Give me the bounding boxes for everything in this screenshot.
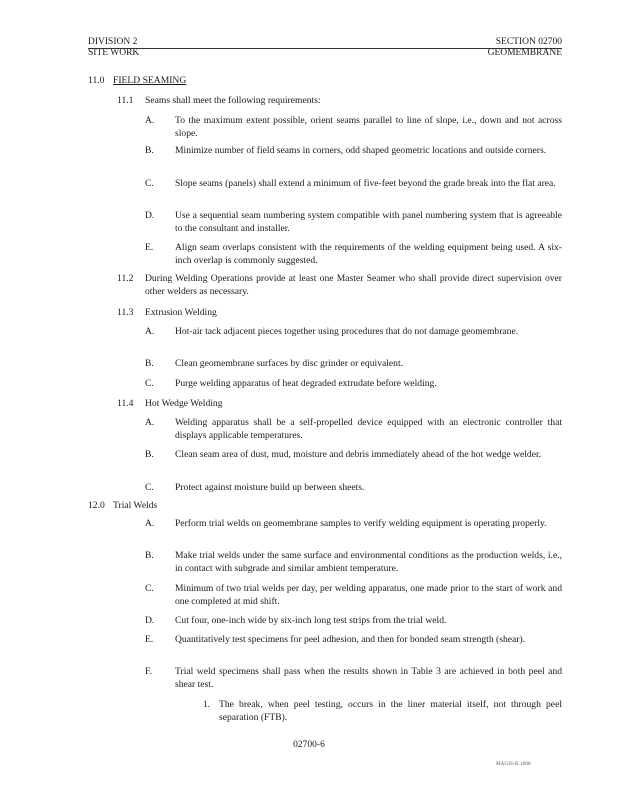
paragraph-number: 11.3 [117,307,134,318]
item-letter: C. [145,482,154,493]
item-text: Protect against moisture build up between sheets. [175,482,365,493]
item-text: Align seam overlaps consistent with the requirements of the welding equipment being used. A six-inch overlap is commonly suggested. [175,242,562,266]
division-title: SITE WORK [88,48,140,58]
item-letter: C. [145,178,154,189]
division-label: DIVISION 2 [88,37,138,47]
item-letter: D. [145,615,155,626]
item-text: Trial weld specimens shall pass when the results shown in Table 3 are achieved in both peel and shear test. [175,666,562,690]
section-number: 12.0 [88,500,105,511]
item-letter: B. [145,145,154,156]
item-letter: B. [145,358,154,369]
item-text: Welding apparatus shall be a self-propelled device equipped with an electronic controller that displays applicable temperatures. [175,417,562,441]
item-letter: A. [145,326,155,337]
item-text: Minimum of two trial welds per day, per welding apparatus, one made prior to the start of work and one completed at mid shift. [175,583,562,607]
paragraph-text: Hot Wedge Welding [145,398,223,409]
item-letter: B. [145,449,154,460]
paragraph-number: 11.4 [117,398,134,409]
item-letter: C. [145,583,154,594]
item-letter: A. [145,417,155,428]
paragraph-number: 11.2 [117,273,134,284]
item-text: Cut four, one-inch wide by six-inch long test strips from the trial weld. [175,615,447,626]
item-letter: D. [145,210,155,221]
item-letter: E. [145,242,154,253]
item-letter: F. [145,666,152,677]
section-number: 11.0 [88,75,105,86]
section-title: GEOMEMBRANE [487,48,562,58]
page-number: 02700-6 [293,740,325,750]
header-rule [88,48,562,49]
item-number: 1. [203,699,211,710]
section-label: SECTION 02700 [495,37,562,47]
item-text: The break, when peel testing, occurs in the liner material itself, not through peel separation (FTB). [219,699,562,723]
paragraph-text: Extrusion Welding [145,307,217,318]
item-letter: A. [145,115,155,126]
item-letter: B. [145,550,154,561]
item-letter: E. [145,634,154,645]
item-text: Clean geomembrane surfaces by disc grinder or equivalent. [175,358,404,369]
item-letter: A. [145,518,155,529]
section-title: Trial Welds [113,500,158,511]
paragraph-text: Seams shall meet the following requirements: [145,95,321,106]
paragraph-number: 11.1 [117,95,134,106]
item-text: Minimize number of field seams in corners, odd shaped geometric locations and outside corners. [175,145,547,156]
paragraph-text: During Welding Operations provide at least one Master Seamer who shall provide direct supervision over other welders as necessary. [145,273,562,297]
item-text: Clean seam area of dust, mud, moisture and debris immediately ahead of the hot wedge welder. [175,449,542,460]
item-text: Quantitatively test specimens for peel adhesion, and then for bonded seam strength (shear). [175,634,526,645]
item-text: Make trial welds under the same surface and environmental conditions as the production welds, i.e., in contact with subgrade and similar ambient temperature. [175,550,562,574]
item-text: Hot-air tack adjacent pieces together using procedures that do not damage geomembrane. [175,326,519,337]
section-title: FIELD SEAMING [113,75,187,86]
item-text: Perform trial welds on geomembrane samples to verify welding equipment is operating properly. [175,518,547,529]
item-text: Purge welding apparatus of heat degraded extrudate before welding. [175,378,437,389]
item-text: Use a sequential seam numbering system compatible with panel numbering system that is agreeable to the consultant and installer. [175,210,562,234]
item-text: To the maximum extent possible, orient seams parallel to line of slope, i.e., down and not across slope. [175,115,562,139]
item-text: Slope seams (panels) shall extend a minimum of five-feet beyond the grade break into the flat area. [175,178,556,189]
doc-stamp: MAGIS-B.1808 [496,762,531,767]
item-letter: C. [145,378,154,389]
